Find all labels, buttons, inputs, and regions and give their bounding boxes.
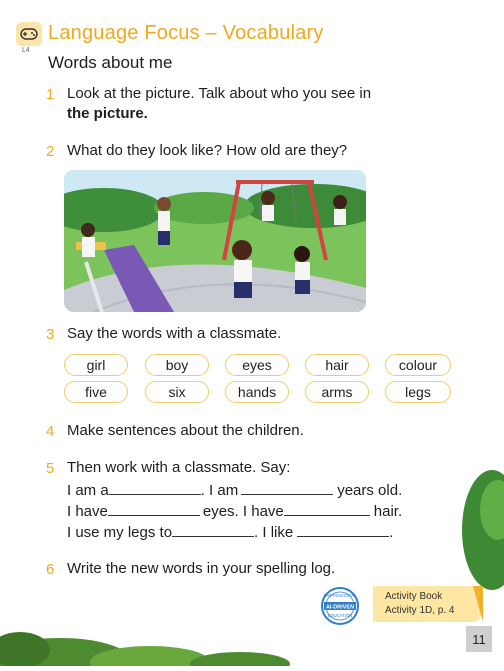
word-chip: eyes <box>225 354 289 376</box>
blank-field[interactable] <box>284 501 370 516</box>
blank-field[interactable] <box>109 480 201 495</box>
word-chip: five <box>64 381 128 403</box>
item-1-text-cont: the picture. <box>67 105 148 122</box>
unit-label: L4 <box>22 47 30 54</box>
page-title: Language Focus – Vocabulary <box>48 22 324 44</box>
word-chip: hands <box>225 381 289 403</box>
word-chip: girl <box>64 354 128 376</box>
activity-book-tab <box>473 586 483 622</box>
ai-driven-badge <box>314 586 366 626</box>
item-number: 1 <box>46 86 55 103</box>
item-number: 3 <box>46 326 55 343</box>
sentence-line-1: I am a . I am years old. <box>67 482 403 499</box>
word-chip: boy <box>145 354 209 376</box>
svg-text:PROFESSIONAL: PROFESSIONAL <box>323 593 357 598</box>
activity-book-label: Activity Book <box>385 591 443 602</box>
page-subtitle: Words about me <box>48 53 173 72</box>
sentence-line-3: I use my legs to . I like . <box>67 524 394 541</box>
activity-book-ref: Activity 1D, p. 4 <box>385 605 455 616</box>
gamepad-icon <box>16 22 42 46</box>
svg-text:AI-DRIVEN: AI-DRIVEN <box>325 604 355 611</box>
item-1-text: Look at the picture. Talk about who you see in <box>67 85 372 102</box>
page-number: 11 <box>466 626 492 652</box>
item-2-text: What do they look like? How old are they? <box>67 142 348 159</box>
word-chip: six <box>145 381 209 403</box>
word-chip: hair <box>305 354 369 376</box>
blank-field[interactable] <box>172 522 254 537</box>
item-number: 5 <box>46 460 55 477</box>
word-chip: legs <box>385 381 451 403</box>
item-number: 2 <box>46 143 55 160</box>
item-3-text: Say the words with a classmate. <box>67 325 282 342</box>
item-6-text: Write the new words in your spelling log. <box>67 560 336 577</box>
svg-text:EDUCATION: EDUCATION <box>327 613 353 618</box>
word-chip: arms <box>305 381 369 403</box>
item-4-text: Make sentences about the children. <box>67 422 304 439</box>
blank-field[interactable] <box>297 522 389 537</box>
blank-field[interactable] <box>108 501 200 516</box>
sentence-line-2: I have eyes. I have hair. <box>67 503 403 520</box>
item-number: 4 <box>46 423 55 440</box>
leaf-decoration <box>450 470 504 600</box>
word-chip: colour <box>385 354 451 376</box>
item-5-text: Then work with a classmate. Say: <box>67 459 291 476</box>
blank-field[interactable] <box>241 480 333 495</box>
playground-illustration <box>64 170 366 312</box>
item-number: 6 <box>46 561 55 578</box>
